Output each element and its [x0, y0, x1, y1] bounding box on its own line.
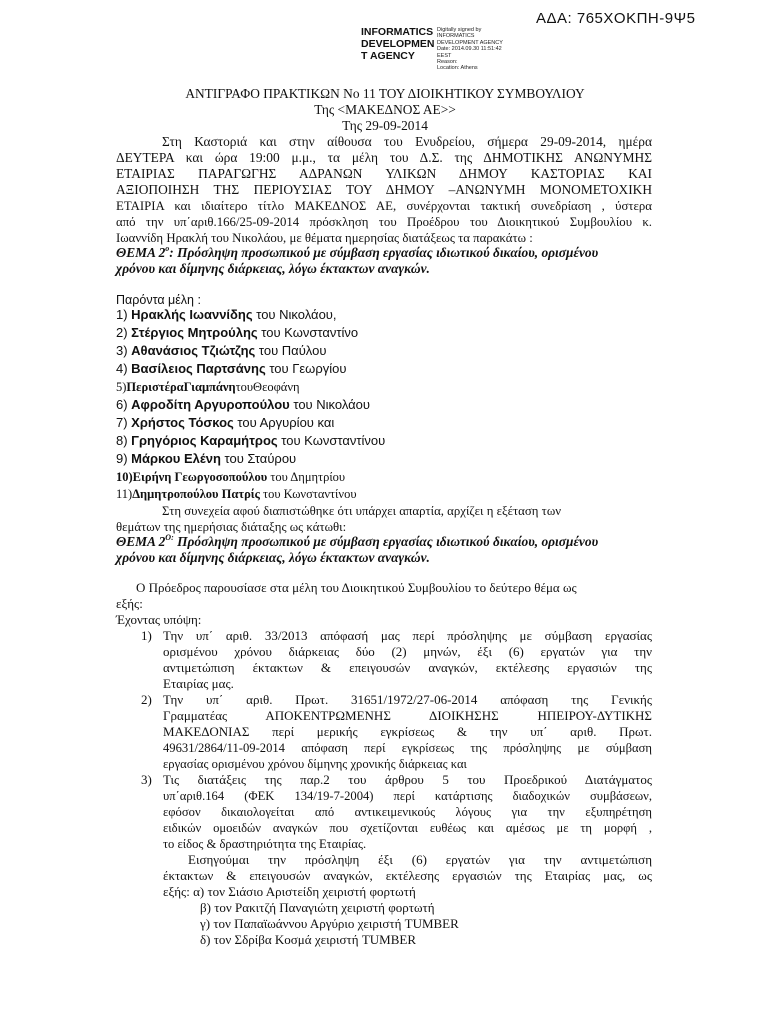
- item-line: το είδος & δραστηριότητα της Εταιρίας.: [163, 837, 367, 851]
- signature-detail-line: Reason:: [437, 59, 458, 66]
- theme-text: Πρόσληψη προσωπικού με σύμβαση εργασίας ιδιωτικού δικαίου, ορισμένου: [173, 534, 599, 549]
- member-name: Αφροδίτη Αργυροπούλου: [131, 397, 290, 412]
- member-father: του Νικολάου,: [252, 307, 337, 322]
- member-row: 9) Μάρκου Ελένη του Σταύρου: [116, 451, 297, 466]
- worker-item: δ) τον Σδρίβα Κοσμά χειριστή TUMBER: [200, 932, 416, 947]
- member-row: 8) Γρηγόριος Καραμήτρος του Κωνσταντίνου: [116, 433, 386, 448]
- member-name: Χρήστος Τόσκος: [131, 415, 234, 430]
- company-name: Της <ΜΑΚΕΔΝΟΣ ΑΕ>>: [314, 102, 456, 117]
- member-father: του Κωνσταντίνου: [259, 487, 357, 501]
- item-line: εφόσον δικαιολογείται από αντικειμενικούς λόγους για την εξυπηρέτηση: [163, 805, 652, 819]
- theme-text: : Πρόσληψη προσωπικού με σύμβαση εργασίας ιδιωτικού δικαίου, ορισμένου: [169, 245, 599, 260]
- intro-line: Ιωαννίδη Ηρακλή του Νικολάου, με θέματα ημερησίας διατάξεως τα παρακάτω :: [116, 231, 533, 245]
- worker-item: γ) τον Παπαϊωάννου Αργύριο χειριστή TUMBER: [200, 916, 459, 931]
- member-name: Στέργιος Μητρούλης: [131, 325, 258, 340]
- meeting-date: Της 29-09-2014: [342, 118, 428, 133]
- intro-line: ΑΞΙΟΠΟΙΗΣΗ ΤΗΣ ΠΕΡΙΟΥΣΙΑΣ ΤΟΥ ΔΗΜΟΥ –ΑΝΩΝΥΜΗ ΜΟΝΟΜΕΤΟΧΙΚΗ: [116, 182, 652, 197]
- item-line: Την υπ΄ αριθ. Πρωτ. 31651/1972/27-06-2014 απόφαση της Γενικής: [163, 692, 652, 707]
- member-name: Ειρήνη Γεωργοσοπούλου: [132, 470, 268, 484]
- intro-line: από την υπ΄αριθ.166/25-09-2014 πρόσκληση του Προέδρου του Διοικητικού Συμβουλίου κ.: [116, 215, 652, 229]
- president-statement-cont: εξής:: [116, 596, 143, 611]
- signature-detail-line: Location: Athens: [437, 65, 478, 72]
- item-line: ειδικών ομοειδών αναγκών που σχετίζονται ευθέως και αμέσως με τη μορφή ,: [163, 821, 652, 835]
- theme-label: ΘΕΜΑ 2: [116, 245, 166, 260]
- member-row: 5)ΠεριστέραΓιαμπάνητουΘεοφάνη: [116, 380, 300, 394]
- theme-label: ΘΕΜΑ 2: [116, 534, 166, 549]
- signature-detail-line: DEVELOPMENT AGENCY: [437, 39, 503, 46]
- member-row: 4) Βασίλειος Παρτσάνης του Γεωργίου: [116, 361, 347, 376]
- president-statement: Ο Πρόεδρος παρουσίασε στα μέλη του Διοικητικού Συμβουλίου το δεύτερο θέμα ως: [136, 580, 577, 595]
- member-name: Γρηγόριος Καραμήτρος: [131, 433, 278, 448]
- intro-line: ΕΤΑΙΡΙΑ και ιδιαίτερο τίτλο ΜΑΚΕΔΝΟΣ ΑΕ, συνέρχονται τακτική συνεδρίαση , ύστερα: [116, 199, 652, 213]
- item-number: 2): [141, 692, 152, 707]
- item-line: ΜΑΚΕΔΟΝΙΑΣ περί μερικής εγκρίσεως & την υπ΄ αριθ. Πρωτ.: [163, 724, 652, 739]
- member-row: 11)Δημητροπούλου Πατρίς του Κωνσταντίνου: [116, 487, 357, 501]
- signature-detail-line: INFORMATICS: [437, 33, 475, 40]
- member-name: Αθανάσιος Τζιώτζης: [131, 343, 256, 358]
- considering-label: Έχοντας υπόψη:: [116, 612, 202, 627]
- item-line: εργασίας ορισμένου χρόνου δίμηνης χρονικής διάρκειας και: [163, 757, 467, 771]
- theme-heading: [116, 245, 598, 261]
- signature-org-line: T AGENCY: [361, 50, 415, 62]
- member-father: του Νικολάου: [289, 397, 371, 412]
- item-line: υπ΄αριθ.164 (ΦΕΚ 134/19-7-2004) περί κατάρτισης διαδοχικών συμβάσεων,: [163, 789, 652, 803]
- member-row: 3) Αθανάσιος Τζιώτζης του Παύλου: [116, 343, 327, 358]
- member-row: 2) Στέργιος Μητρούλης του Κωνσταντίνο: [116, 325, 359, 340]
- member-row: 6) Αφροδίτη Αργυροπούλου του Νικολάου: [116, 397, 371, 412]
- item-line: 49631/2864/11-09-2014 απόφαση περί εγκρίσεως της πρόσληψης με σύμβαση: [163, 741, 652, 755]
- theme-heading-cont: χρόνου και δίμηνης διάρκειας, λόγω έκτακτων αναγκών.: [116, 550, 430, 565]
- item-number: 1): [141, 628, 152, 643]
- proposal-line: έκτακτων & επειγουσών αναγκών, εκτέλεσης εργασιών της Εταιρίας μας, ως: [163, 868, 652, 883]
- present-members-label: Παρόντα μέλη :: [116, 293, 201, 307]
- theme-sup: ο: [165, 244, 170, 253]
- signature-org-line: DEVELOPMEN: [361, 38, 435, 50]
- member-father: του Σταύρου: [220, 451, 297, 466]
- signature-detail-line: EEST: [437, 52, 452, 59]
- member-row: 7) Χρήστος Τόσκος του Αργυρίου και: [116, 415, 335, 430]
- member-father: του Παύλου: [255, 343, 327, 358]
- member-father: του Γεωργίου: [265, 361, 347, 376]
- theme-heading-cont: χρόνου και δίμηνης διάρκειας, λόγω έκτακτων αναγκών.: [116, 261, 430, 276]
- worker-item: β) τον Ρακιτζή Παναγιώτη χειριστή φορτωτή: [200, 900, 435, 915]
- theme-heading: [116, 534, 598, 550]
- item-line: αντιμετώπιση έκτακτων & επειγουσών αναγκών, εκτέλεσης εργασιών της: [163, 660, 652, 675]
- member-row: 10)Ειρήνη Γεωργοσοπούλου του Δημητρίου: [116, 470, 346, 484]
- digital-signature-organization: [361, 26, 435, 62]
- document-title: ΑΝΤΙΓΡΑΦΟ ΠΡΑΚΤΙΚΩΝ Νο 11 ΤΟΥ ΔΙΟΙΚΗΤΙΚΟΥ ΣΥΜΒΟΥΛΙΟΥ: [185, 86, 585, 101]
- member-father: του Δημητρίου: [267, 470, 346, 484]
- signature-detail-line: Digitally signed by: [437, 27, 482, 33]
- member-father: του Αργυρίου και: [233, 415, 335, 430]
- member-name: Βασίλειος Παρτσάνης: [131, 361, 266, 376]
- item-line: ορισμένου χρόνου διάρκειας δύο (2) μηνών, έξι (6) εργατών για την: [163, 644, 652, 659]
- signature-org-line: INFORMATICS: [361, 26, 434, 38]
- member-name: Ηρακλής Ιωαννίδης: [131, 307, 253, 322]
- item-line: Τις διατάξεις της παρ.2 του άρθρου 5 του Προεδρικού Διατάγματος: [163, 772, 652, 787]
- member-father: του Κωνσταντίνο: [257, 325, 359, 340]
- item-number: 3): [141, 772, 152, 787]
- item-line: Εταιρίας μας.: [163, 676, 234, 691]
- member-name: Δημητροπούλου Πατρίς: [132, 487, 260, 501]
- intro-line: Στη Καστοριά και στην αίθουσα του Ενυδρείου, σήμερα 29-09-2014, ημέρα: [162, 134, 652, 149]
- member-name: ΠεριστέραΓιαμπάνη: [126, 380, 236, 394]
- member-father: τουΘεοφάνη: [235, 380, 300, 394]
- intro-line: ΔΕΥΤΕΡΑ και ώρα 19:00 μ.μ., τα μέλη του Δ.Σ. της ΔΗΜΟΤΙΚΗΣ ΑΝΩΝΥΜΗΣ: [116, 150, 652, 165]
- continuation-line: θεμάτων της ημερήσιας διάταξης ως κάτωθι:: [116, 520, 347, 534]
- proposal-line: εξής: α) τον Σιάσιο Αριστείδη χειριστή φορτωτή: [163, 884, 416, 899]
- member-name: Μάρκου Ελένη: [131, 451, 221, 466]
- member-row: 1) Ηρακλής Ιωαννίδης του Νικολάου,: [116, 307, 337, 322]
- proposal-line: Εισηγούμαι την πρόσληψη έξι (6) εργατών για την αντιμετώπιση: [188, 852, 652, 867]
- item-line: Την υπ΄ αριθ. 33/2013 απόφασή μας περί πρόσληψης με σύμβαση εργασίας: [163, 628, 652, 643]
- signature-detail-line: Date: 2014.09.30 11:51:42: [437, 46, 502, 53]
- theme-sup: Ο:: [165, 533, 174, 542]
- digital-signature-details: [437, 27, 503, 72]
- item-line: Γραμματέας ΑΠΟΚΕΝΤΡΩΜΕΝΗΣ ΔΙΟΙΚΗΣΗΣ ΗΠΕΙΡΟΥ-ΔΥΤΙΚΗΣ: [163, 708, 652, 723]
- ada-code: ΑΔΑ: 765ΧΟΚΠΗ-9Ψ5: [536, 10, 696, 27]
- intro-line: ΕΤΑΙΡΙΑΣ ΠΑΡΑΓΩΓΗΣ ΑΔΡΑΝΩΝ ΥΛΙΚΩΝ ΔΗΜΟΥ ΚΑΣΤΟΡΙΑΣ ΚΑΙ: [116, 166, 652, 181]
- continuation-line: Στη συνεχεία αφού διαπιστώθηκε ότι υπάρχει απαρτία, αρχίζει η εξέταση των: [162, 504, 562, 518]
- member-father: του Κωνσταντίνου: [277, 433, 386, 448]
